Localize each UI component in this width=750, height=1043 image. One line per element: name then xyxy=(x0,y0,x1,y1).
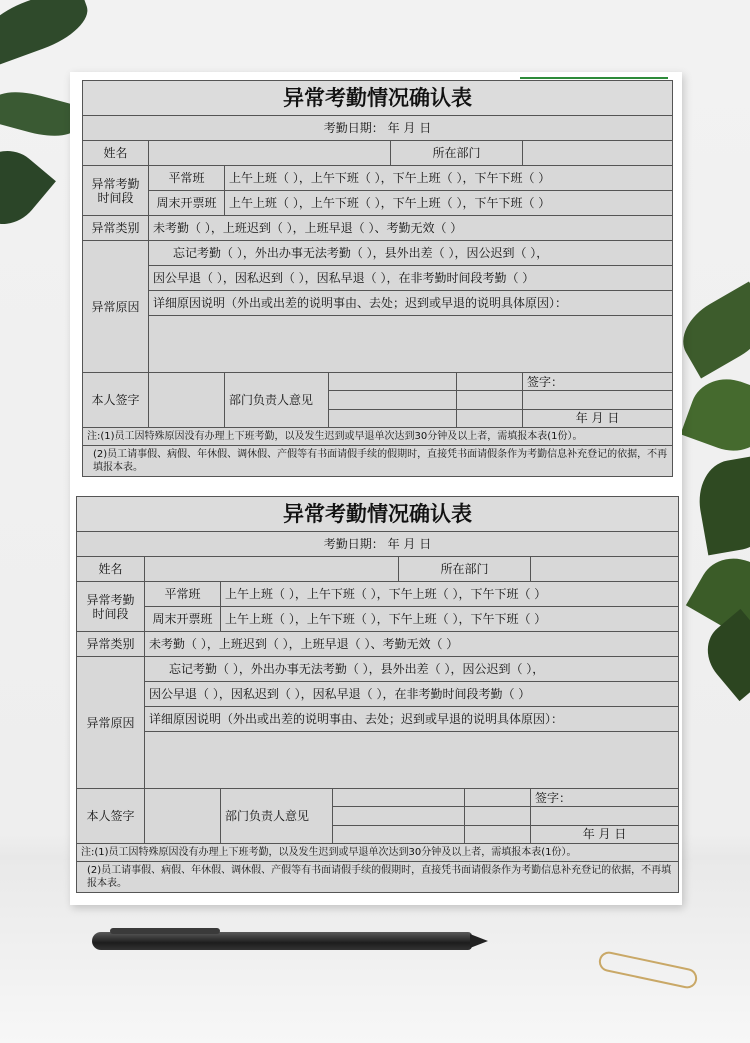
plant-leaf-decoration xyxy=(671,282,750,379)
name-field[interactable] xyxy=(149,141,391,166)
reason-label: 异常原因 xyxy=(77,657,145,789)
opinion-field[interactable] xyxy=(329,391,457,409)
reason-detail-field[interactable] xyxy=(145,732,679,789)
pen xyxy=(92,932,472,950)
opinion-field[interactable] xyxy=(457,391,523,409)
dept-label: 所在部门 xyxy=(399,557,531,582)
weekend-shift-label: 周末开票班 xyxy=(149,191,225,216)
sign-label: 签字： xyxy=(531,789,679,807)
dept-field[interactable] xyxy=(531,557,679,582)
reason-label: 异常原因 xyxy=(83,241,149,373)
name-label: 姓名 xyxy=(83,141,149,166)
name-label: 姓名 xyxy=(77,557,145,582)
period-label: 异常考勤时间段 xyxy=(83,166,149,216)
attendance-date-line: 考勤日期： 年 月 日 xyxy=(77,532,679,557)
plant-leaf-decoration xyxy=(0,136,56,238)
name-field[interactable] xyxy=(145,557,399,582)
self-sign-label: 本人签字 xyxy=(83,373,149,428)
reason-detail-field[interactable] xyxy=(149,316,673,373)
self-sign-field[interactable] xyxy=(145,789,221,844)
weekend-shift-label: 周末开票班 xyxy=(145,607,221,632)
category-label: 异常类别 xyxy=(77,632,145,657)
opinion-field[interactable] xyxy=(333,807,465,825)
regular-shift-label: 平常班 xyxy=(145,582,221,607)
opinion-field[interactable] xyxy=(465,789,531,807)
note-1: 注:(1)员工因特殊原因没有办理上下班考勤，以及发生迟到或早退单次达到30分钟及以上者，需填报本表(1份）。 xyxy=(77,844,679,862)
opinion-field[interactable] xyxy=(457,373,523,391)
reason-options-1[interactable]: 忘记考勤（ ），外出办事无法考勤（ ），县外出差（ ），因公迟到（ ）， xyxy=(145,657,679,682)
pen-tip xyxy=(470,934,488,948)
opinion-field[interactable] xyxy=(333,825,465,843)
weekend-shift-options[interactable]: 上午上班（ ），上午下班（ ），下午上班（ ），下午下班（ ） xyxy=(221,607,679,632)
category-label: 异常类别 xyxy=(83,216,149,241)
regular-shift-label: 平常班 xyxy=(149,166,225,191)
attendance-form-2 xyxy=(76,496,678,893)
plant-leaf-decoration xyxy=(680,368,750,461)
plant-leaf-decoration xyxy=(693,455,750,556)
self-sign-label: 本人签字 xyxy=(77,789,145,844)
sign-field[interactable] xyxy=(523,391,673,409)
opinion-field[interactable] xyxy=(457,409,523,427)
reason-options-2[interactable]: 因公早退（ ），因私迟到（ ），因私早退（ ），在非考勤时间段考勤（ ） xyxy=(145,682,679,707)
sign-label: 签字： xyxy=(523,373,673,391)
pen-clip xyxy=(110,928,220,934)
sign-field[interactable] xyxy=(531,807,679,825)
dept-opinion-label: 部门负责人意见 xyxy=(225,373,329,428)
plant-leaf-decoration xyxy=(695,609,750,701)
reason-detail-prompt: 详细原因说明（外出或出差的说明事由、去处；迟到或早退的说明具体原因）： xyxy=(149,291,673,316)
note-2: (2)员工请事假、病假、年休假、调休假、产假等有书面请假手续的假期时，直接凭书面请假条作为考勤信息补充登记的依据，不再填报本表。 xyxy=(83,446,673,477)
reason-detail-prompt: 详细原因说明（外出或出差的说明事由、去处；迟到或早退的说明具体原因）： xyxy=(145,707,679,732)
form-title: 异常考勤情况确认表 xyxy=(77,497,679,532)
note-2: (2)员工请事假、病假、年休假、调休假、产假等有书面请假手续的假期时，直接凭书面请假条作为考勤信息补充登记的依据，不再填报本表。 xyxy=(77,862,679,893)
dept-opinion-label: 部门负责人意见 xyxy=(221,789,333,844)
period-label: 异常考勤时间段 xyxy=(77,582,145,632)
category-options[interactable]: 未考勤（ ），上班迟到（ ），上班早退（ ）、考勤无效（ ） xyxy=(149,216,673,241)
attendance-date-line: 考勤日期： 年 月 日 xyxy=(83,116,673,141)
category-options[interactable]: 未考勤（ ），上班迟到（ ），上班早退（ ）、考勤无效（ ） xyxy=(145,632,679,657)
form-title: 异常考勤情况确认表 xyxy=(83,81,673,116)
attendance-form-1 xyxy=(82,80,672,477)
opinion-field[interactable] xyxy=(329,373,457,391)
plant-leaf-decoration xyxy=(0,0,95,67)
accent-bar xyxy=(520,77,668,79)
reason-options-2[interactable]: 因公早退（ ），因私迟到（ ），因私早退（ ），在非考勤时间段考勤（ ） xyxy=(149,266,673,291)
sign-date: 年 月 日 xyxy=(531,825,679,843)
regular-shift-options[interactable]: 上午上班（ ），上午下班（ ），下午上班（ ），下午下班（ ） xyxy=(221,582,679,607)
regular-shift-options[interactable]: 上午上班（ ），上午下班（ ），下午上班（ ），下午下班（ ） xyxy=(225,166,673,191)
note-1: 注:(1)员工因特殊原因没有办理上下班考勤，以及发生迟到或早退单次达到30分钟及以上者，需填报本表(1份）。 xyxy=(83,428,673,446)
self-sign-field[interactable] xyxy=(149,373,225,428)
sign-date: 年 月 日 xyxy=(523,409,673,427)
dept-label: 所在部门 xyxy=(391,141,523,166)
weekend-shift-options[interactable]: 上午上班（ ），上午下班（ ），下午上班（ ），下午下班（ ） xyxy=(225,191,673,216)
opinion-field[interactable] xyxy=(465,825,531,843)
opinion-field[interactable] xyxy=(465,807,531,825)
reason-options-1[interactable]: 忘记考勤（ ），外出办事无法考勤（ ），县外出差（ ），因公迟到（ ）， xyxy=(149,241,673,266)
opinion-field[interactable] xyxy=(333,789,465,807)
dept-field[interactable] xyxy=(523,141,673,166)
opinion-field[interactable] xyxy=(329,409,457,427)
